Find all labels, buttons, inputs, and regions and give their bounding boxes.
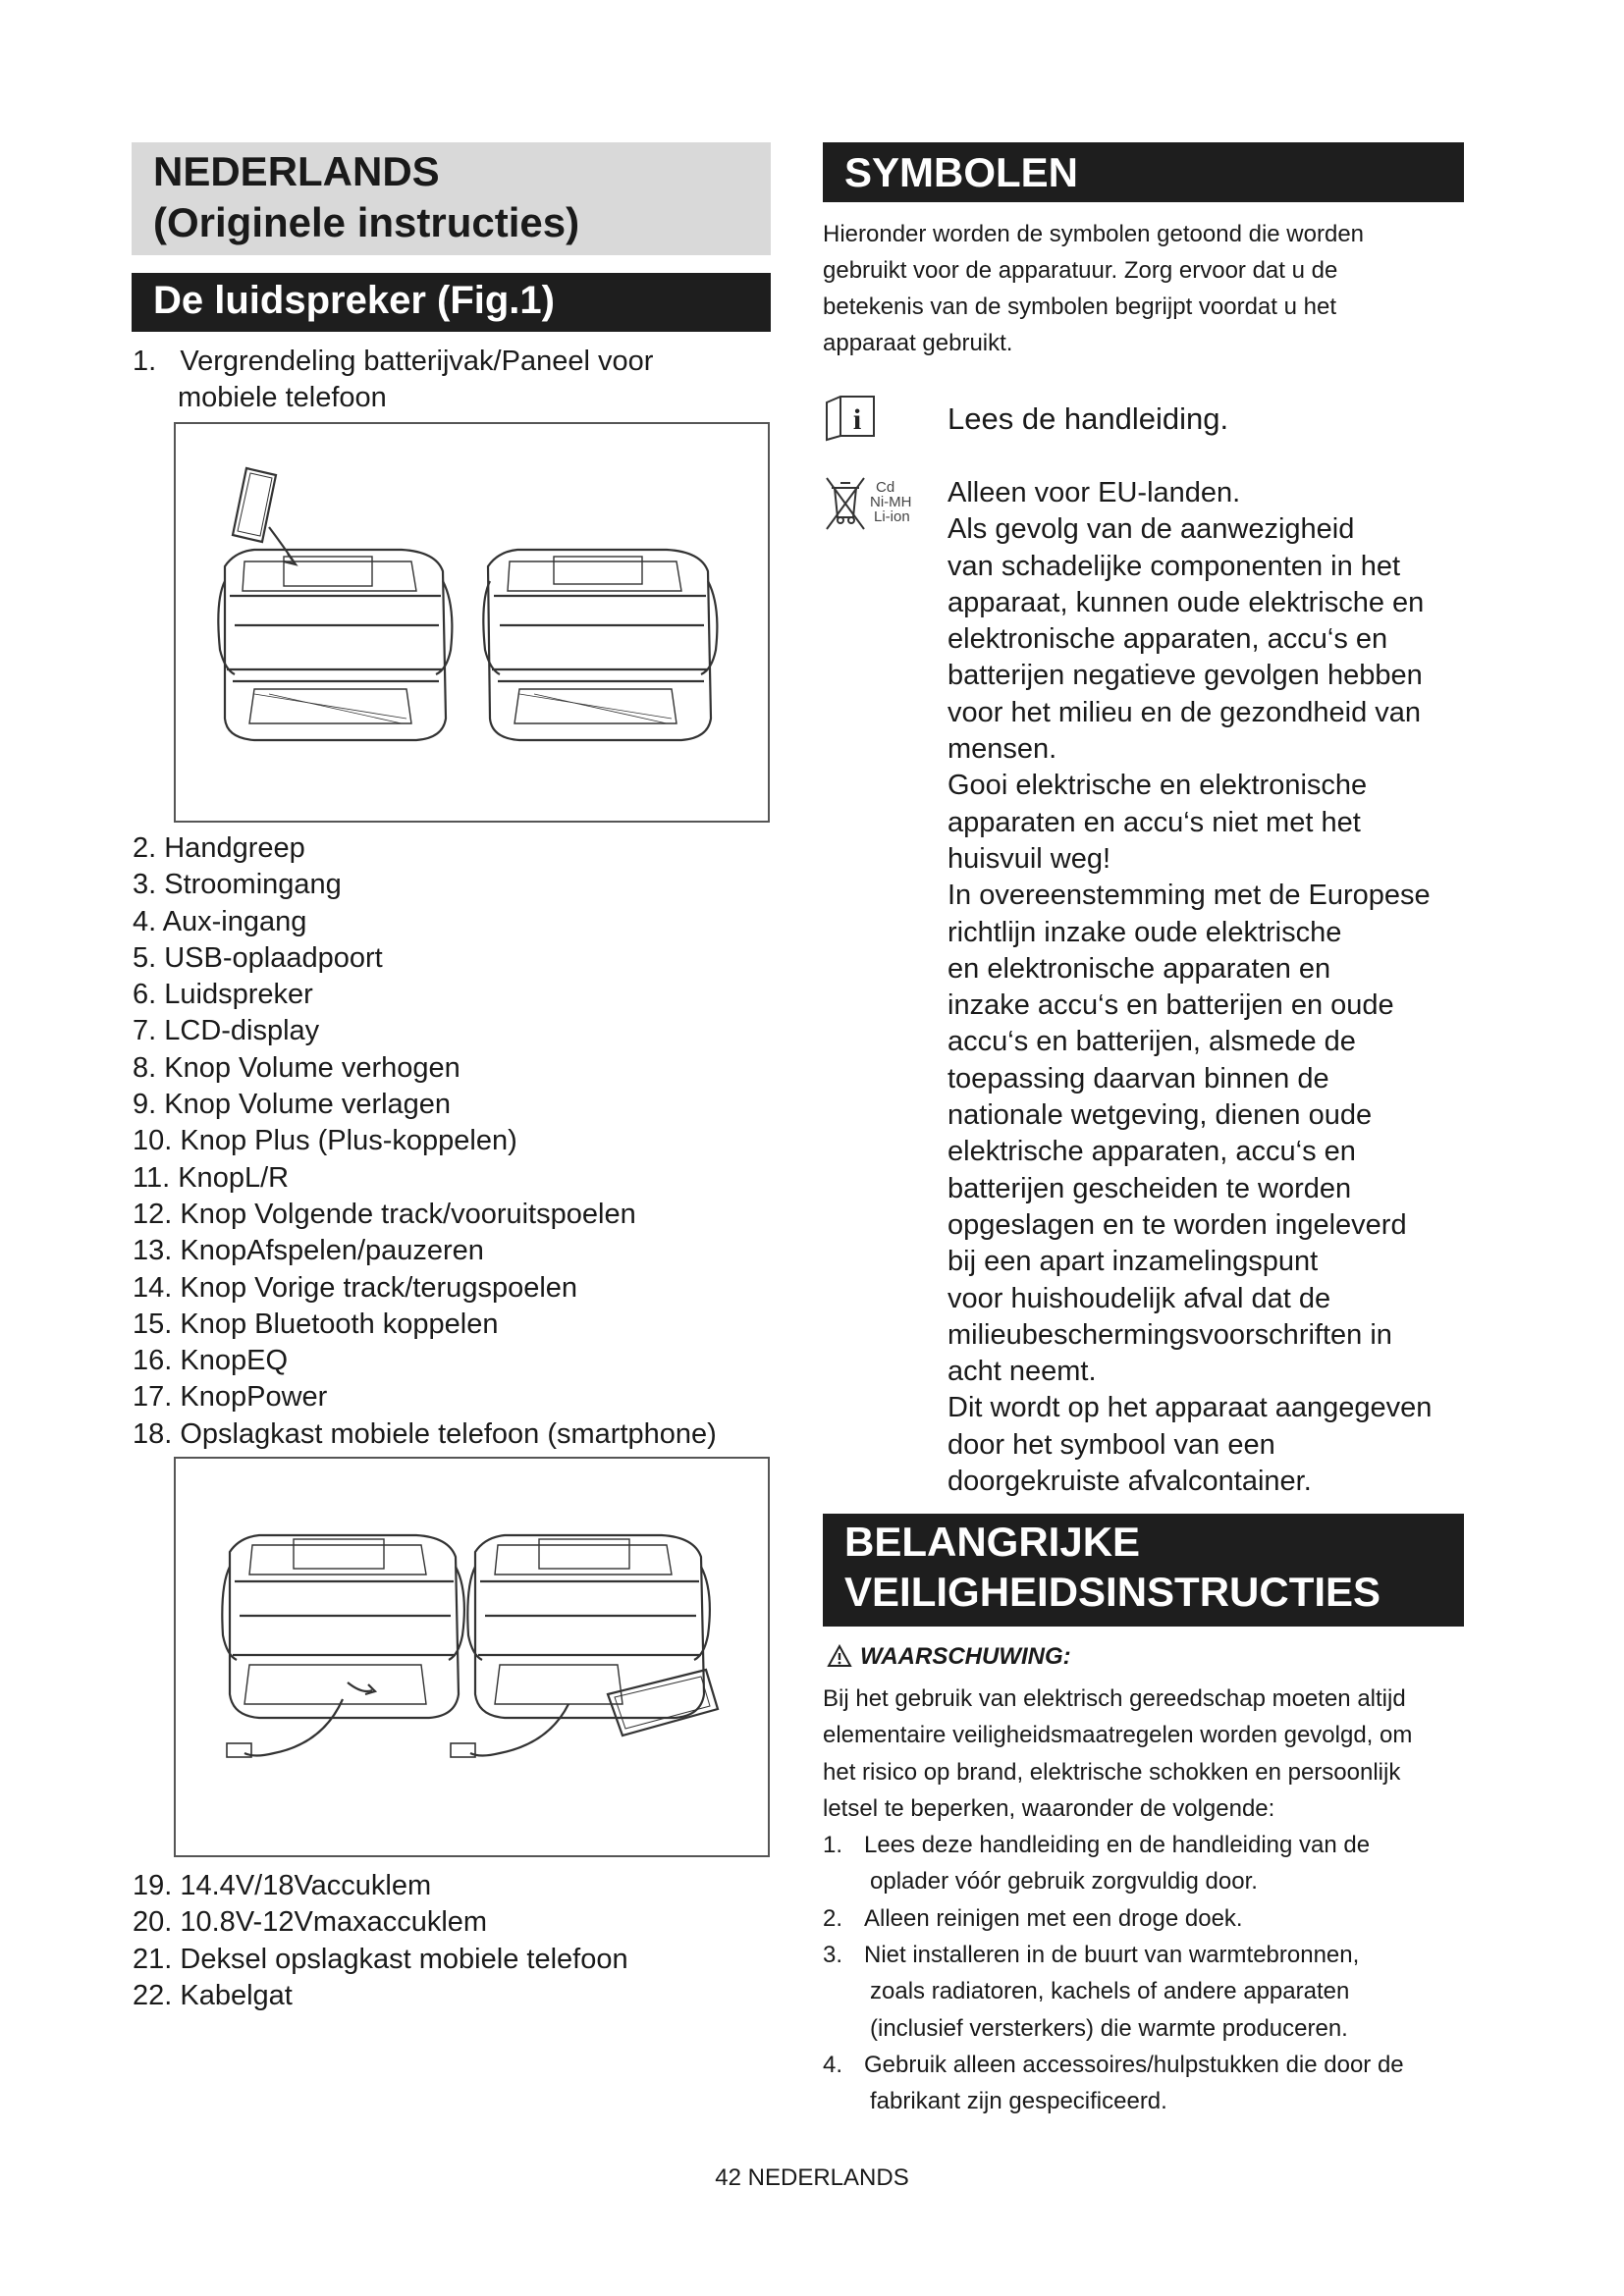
paragraph-line: Hieronder worden de symbolen getoond die worden (823, 221, 1365, 247)
speaker-illustration-2 (176, 1459, 768, 1855)
item-number: 1. (823, 1832, 843, 1859)
paragraph-line: inzake accu‘s en batterijen en oude (947, 989, 1394, 1022)
paragraph-line: Bij het gebruik van elektrisch gereedschap moeten altijd (823, 1685, 1406, 1712)
paragraph-line: gebruikt voor de apparatuur. Zorg ervoor dat u de (823, 257, 1338, 284)
read-manual-icon (823, 393, 878, 442)
item-text-cont: fabrikant zijn gespecificeerd. (870, 2088, 1167, 2115)
crossed-bin-icon (823, 474, 931, 533)
item-text: Niet installeren in de buurt van warmtebronnen, (864, 1942, 1360, 1969)
paragraph-line: apparaat, kunnen oude elektrische en (947, 586, 1425, 618)
paragraph-line: voor het milieu en de gezondheid van (947, 696, 1422, 728)
paragraph-line: het risico op brand, elektrische schokken en persoonlijk (823, 1758, 1401, 1786)
paragraph-line: apparaat gebruikt. (823, 330, 1013, 356)
safety-item (823, 1827, 1412, 1863)
list-item: 3. Stroomingang (133, 869, 342, 901)
component-list-continued (133, 1868, 628, 2014)
list-item: 9. Knop Volume verlagen (133, 1089, 452, 1121)
paragraph-line: voor huishoudelijk afval dat de (947, 1282, 1331, 1314)
svg-text:Cd: Cd (876, 479, 895, 496)
paragraph-line: richtlijn inzake oude elektrische (947, 916, 1342, 948)
item-text: Vergrendeling batterijvak/Paneel voor (180, 346, 654, 377)
safety-instructions (823, 1681, 1412, 2120)
safety-item (823, 2047, 1412, 2083)
item-text-cont: zoals radiatoren, kachels of andere apparaten (870, 1978, 1350, 2005)
item-text: Alleen reinigen met een droge doek. (864, 1904, 1243, 1932)
component-list (133, 830, 717, 1453)
speaker-section-title (132, 273, 771, 332)
safety-item (823, 1900, 1412, 1937)
list-item: 19. 14.4V/18Vaccuklem (133, 1870, 432, 1901)
paragraph-line: bij een apart inzamelingspunt (947, 1246, 1319, 1278)
list-item-1 (133, 344, 653, 416)
list-item: 21. Deksel opslagkast mobiele telefoon (133, 1943, 628, 1975)
paragraph-line: doorgekruiste afvalcontainer. (947, 1466, 1312, 1498)
svg-text:Li-ion: Li-ion (874, 508, 910, 525)
speaker-section-title-text: De luidspreker (Fig.1) (153, 279, 555, 322)
phone-shape (233, 468, 276, 542)
symbols-intro (823, 216, 1471, 361)
language-subtitle: (Originele instructies) (153, 199, 580, 245)
svg-text:i: i (852, 403, 862, 436)
list-item: 6. Luidspreker (133, 979, 313, 1011)
speaker-illustration-1 (176, 424, 768, 821)
weee-paragraph (947, 475, 1432, 1500)
list-item: 15. Knop Bluetooth koppelen (133, 1308, 499, 1340)
paragraph-line: opgeslagen en te worden ingeleverd (947, 1208, 1407, 1241)
item-text-cont: mobiele telefoon (178, 382, 387, 413)
safety-item (823, 1937, 1412, 1973)
figure-speaker-phone-panel (174, 422, 770, 823)
list-item: 17. KnopPower (133, 1381, 328, 1414)
warning-label: WAARSCHUWING: (860, 1643, 1071, 1670)
list-item: 20. 10.8V-12Vmaxaccuklem (133, 1906, 488, 1939)
list-item: 16. KnopEQ (133, 1345, 288, 1377)
paragraph-line: In overeenstemming met de Europese (947, 880, 1431, 912)
paragraph-line: door het symbool van een (947, 1428, 1275, 1461)
list-item: 7. LCD-display (133, 1015, 320, 1047)
paragraph-line: van schadelijke componenten in het (947, 550, 1401, 582)
paragraph-line: batterijen negatieve gevolgen hebben (947, 660, 1423, 692)
item-number: 4. (823, 2051, 843, 2078)
paragraph-line: elektrische apparaten, accu‘s en (947, 1136, 1356, 1168)
item-number: 3. (823, 1942, 843, 1969)
language-header (132, 142, 771, 255)
paragraph-line: Als gevolg van de aanwezigheid (947, 513, 1355, 546)
paragraph-line: Dit wordt op het apparaat aangegeven (947, 1392, 1433, 1424)
list-item: 10. Knop Plus (Plus-koppelen) (133, 1125, 517, 1157)
list-item: 18. Opslagkast mobiele telefoon (smartphone) (133, 1417, 717, 1450)
svg-text:Ni-MH: Ni-MH (870, 494, 912, 510)
paragraph-line: betekenis van de symbolen begrijpt voordat u het (823, 294, 1336, 320)
item-text-cont: (inclusief versterkers) die warmte produceren. (870, 2014, 1348, 2042)
paragraph-line: elementaire veiligheidsmaatregelen worden gevolgd, om (823, 1722, 1413, 1749)
page-footer: 42 NEDERLANDS (715, 2164, 909, 2191)
paragraph-line: acht neemt. (947, 1356, 1097, 1388)
paragraph-line: toepassing daarvan binnen de (947, 1062, 1329, 1095)
symbols-section-title (823, 142, 1464, 202)
list-item: 13. KnopAfspelen/pauzeren (133, 1235, 484, 1267)
paragraph-line: letsel te beperken, waaronder de volgende: (823, 1794, 1275, 1822)
item-number: 2. (823, 1904, 843, 1932)
list-item: 22. Kabelgat (133, 1979, 293, 2011)
list-item: 14. Knop Vorige track/terugspoelen (133, 1271, 578, 1304)
item-text-cont: oplader vóór gebruik zorgvuldig door. (870, 1868, 1258, 1896)
paragraph-line: apparaten en accu‘s niet met het (947, 806, 1361, 838)
safety-section-title (823, 1514, 1464, 1627)
item-number: 1. (133, 346, 157, 377)
paragraph-line: batterijen gescheiden te worden (947, 1172, 1352, 1204)
list-item: 5. USB-oplaadpoort (133, 941, 383, 974)
safety-title-line: VEILIGHEIDSINSTRUCTIES (844, 1569, 1381, 1615)
item-text: Gebruik alleen accessoires/hulpstukken die door de (864, 2051, 1404, 2078)
list-item: 2. Handgreep (133, 832, 305, 864)
paragraph-line: milieubeschermingsvoorschriften in (947, 1318, 1392, 1351)
list-item: 4. Aux-ingang (133, 905, 307, 937)
warning-triangle-icon (827, 1644, 852, 1668)
read-manual-text: Lees de handleiding. (947, 401, 1229, 436)
safety-title-line: BELANGRIJKE (844, 1519, 1141, 1565)
paragraph-line: elektronische apparaten, accu‘s en (947, 623, 1388, 656)
paragraph-line: huisvuil weg! (947, 842, 1111, 875)
list-item: 11. KnopL/R (133, 1161, 290, 1194)
paragraph-line: accu‘s en batterijen, alsmede de (947, 1026, 1356, 1058)
list-item: 8. Knop Volume verhogen (133, 1051, 460, 1084)
paragraph-line: nationale wetgeving, dienen oude (947, 1099, 1373, 1132)
paragraph-line: en elektronische apparaten en (947, 952, 1331, 985)
warning-heading (827, 1643, 1071, 1671)
figure-speaker-storage (174, 1457, 770, 1857)
paragraph-line: Alleen voor EU-landen. (947, 477, 1241, 508)
item-text: Lees deze handleiding en de handleiding van de (864, 1832, 1371, 1859)
paragraph-line: Gooi elektrische en elektronische (947, 770, 1368, 802)
list-item: 12. Knop Volgende track/vooruitspoelen (133, 1198, 636, 1230)
language-title: NEDERLANDS (153, 148, 440, 194)
paragraph-line: mensen. (947, 733, 1057, 766)
symbols-section-title-text: SYMBOLEN (844, 149, 1079, 195)
